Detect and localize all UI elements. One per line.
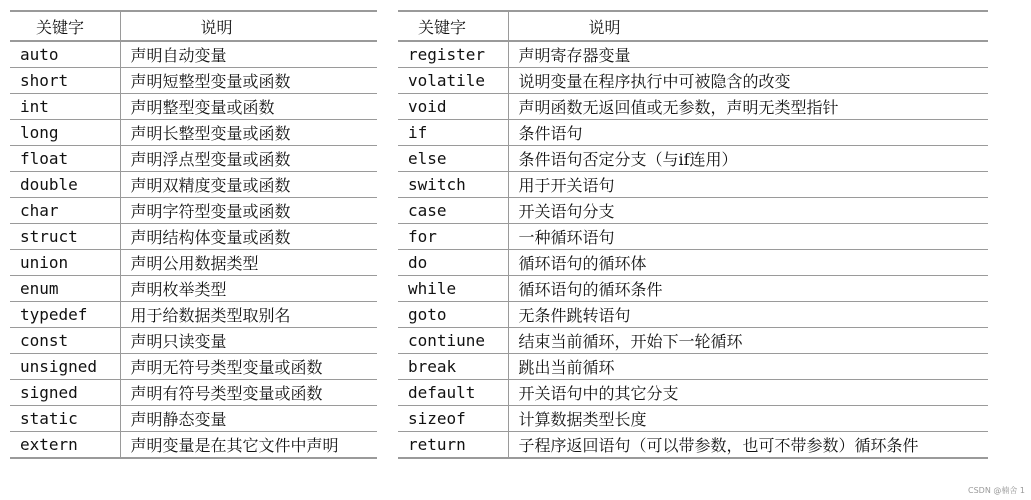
keyword-cell: extern xyxy=(10,432,120,459)
description-cell: 无条件跳转语句 xyxy=(508,302,988,328)
table-row xyxy=(398,224,988,250)
header-description: 说明 xyxy=(508,11,988,41)
table-row xyxy=(398,302,988,328)
table-row xyxy=(398,94,988,120)
description-cell: 声明寄存器变量 xyxy=(508,41,988,68)
table-row xyxy=(398,120,988,146)
table-row xyxy=(398,68,988,94)
keyword-cell: unsigned xyxy=(10,354,120,380)
description-cell: 声明函数无返回值或无参数，声明无类型指针 xyxy=(508,94,988,120)
table-row xyxy=(398,380,988,406)
description-cell: 子程序返回语句（可以带参数，也可不带参数）循环条件 xyxy=(508,432,988,459)
table-row xyxy=(398,276,988,302)
table-row xyxy=(398,328,988,354)
keyword-cell: enum xyxy=(10,276,120,302)
table-row xyxy=(10,68,377,94)
description-cell: 声明浮点型变量或函数 xyxy=(120,146,377,172)
table-row xyxy=(10,302,377,328)
table-row xyxy=(398,432,988,459)
description-cell: 声明结构体变量或函数 xyxy=(120,224,377,250)
description-cell: 声明有符号类型变量或函数 xyxy=(120,380,377,406)
keyword-cell: sizeof xyxy=(398,406,508,432)
description-cell: 说明变量在程序执行中可被隐含的改变 xyxy=(508,68,988,94)
table-row xyxy=(10,276,377,302)
header-description: 说明 xyxy=(120,11,377,41)
table-row xyxy=(10,354,377,380)
keyword-cell: register xyxy=(398,41,508,68)
table-row xyxy=(398,250,988,276)
table-row xyxy=(10,146,377,172)
table-row xyxy=(10,94,377,120)
keyword-cell: typedef xyxy=(10,302,120,328)
description-cell: 声明静态变量 xyxy=(120,406,377,432)
table-row xyxy=(398,146,988,172)
table-row xyxy=(398,172,988,198)
header-keyword: 关键字 xyxy=(398,11,508,41)
description-cell: 跳出当前循环 xyxy=(508,354,988,380)
keyword-cell: break xyxy=(398,354,508,380)
description-cell: 计算数据类型长度 xyxy=(508,406,988,432)
keyword-cell: goto xyxy=(398,302,508,328)
description-cell: 开关语句中的其它分支 xyxy=(508,380,988,406)
table-row xyxy=(10,224,377,250)
keyword-cell: signed xyxy=(10,380,120,406)
table-row xyxy=(10,250,377,276)
keyword-cell: double xyxy=(10,172,120,198)
header-keyword: 关键字 xyxy=(10,11,120,41)
table-row xyxy=(10,328,377,354)
keyword-cell: while xyxy=(398,276,508,302)
table-row xyxy=(398,41,988,68)
description-cell: 循环语句的循环条件 xyxy=(508,276,988,302)
keyword-cell: do xyxy=(398,250,508,276)
table-row xyxy=(10,198,377,224)
description-cell: 声明长整型变量或函数 xyxy=(120,120,377,146)
keyword-cell: float xyxy=(10,146,120,172)
description-cell: 声明自动变量 xyxy=(120,41,377,68)
description-cell: 声明无符号类型变量或函数 xyxy=(120,354,377,380)
keyword-cell: for xyxy=(398,224,508,250)
table-row xyxy=(10,432,377,459)
description-cell: 声明字符型变量或函数 xyxy=(120,198,377,224)
description-cell: 条件语句 xyxy=(508,120,988,146)
table-row xyxy=(10,120,377,146)
keyword-cell: short xyxy=(10,68,120,94)
keyword-cell: return xyxy=(398,432,508,459)
table-header-row xyxy=(10,11,377,41)
keyword-cell: union xyxy=(10,250,120,276)
table-row xyxy=(398,354,988,380)
description-cell: 开关语句分支 xyxy=(508,198,988,224)
keyword-cell: auto xyxy=(10,41,120,68)
keyword-cell: case xyxy=(398,198,508,224)
description-cell: 声明双精度变量或函数 xyxy=(120,172,377,198)
table-row xyxy=(398,406,988,432)
keyword-cell: void xyxy=(398,94,508,120)
description-cell: 结束当前循环，开始下一轮循环 xyxy=(508,328,988,354)
keyword-cell: default xyxy=(398,380,508,406)
watermark: CSDN @楠舍 1 xyxy=(968,486,1025,495)
keyword-cell: if xyxy=(398,120,508,146)
description-cell: 循环语句的循环体 xyxy=(508,250,988,276)
keyword-cell: int xyxy=(10,94,120,120)
keyword-cell: const xyxy=(10,328,120,354)
keyword-cell: struct xyxy=(10,224,120,250)
table-row xyxy=(10,406,377,432)
description-cell: 用于开关语句 xyxy=(508,172,988,198)
table-row xyxy=(10,172,377,198)
keyword-cell: else xyxy=(398,146,508,172)
description-cell: 声明公用数据类型 xyxy=(120,250,377,276)
description-cell: 声明枚举类型 xyxy=(120,276,377,302)
description-cell: 条件语句否定分支（与if连用） xyxy=(508,146,988,172)
keywords-table-right xyxy=(398,10,988,459)
description-cell: 声明短整型变量或函数 xyxy=(120,68,377,94)
description-cell: 声明只读变量 xyxy=(120,328,377,354)
keyword-cell: long xyxy=(10,120,120,146)
description-cell: 声明变量是在其它文件中声明 xyxy=(120,432,377,459)
keyword-cell: static xyxy=(10,406,120,432)
keywords-table-left xyxy=(10,10,377,459)
keyword-cell: contiune xyxy=(398,328,508,354)
table-row xyxy=(10,380,377,406)
description-cell: 声明整型变量或函数 xyxy=(120,94,377,120)
keyword-cell: volatile xyxy=(398,68,508,94)
table-header-row xyxy=(398,11,988,41)
description-cell: 一种循环语句 xyxy=(508,224,988,250)
table-row xyxy=(10,41,377,68)
description-cell: 用于给数据类型取别名 xyxy=(120,302,377,328)
keyword-cell: char xyxy=(10,198,120,224)
table-row xyxy=(398,198,988,224)
keyword-cell: switch xyxy=(398,172,508,198)
